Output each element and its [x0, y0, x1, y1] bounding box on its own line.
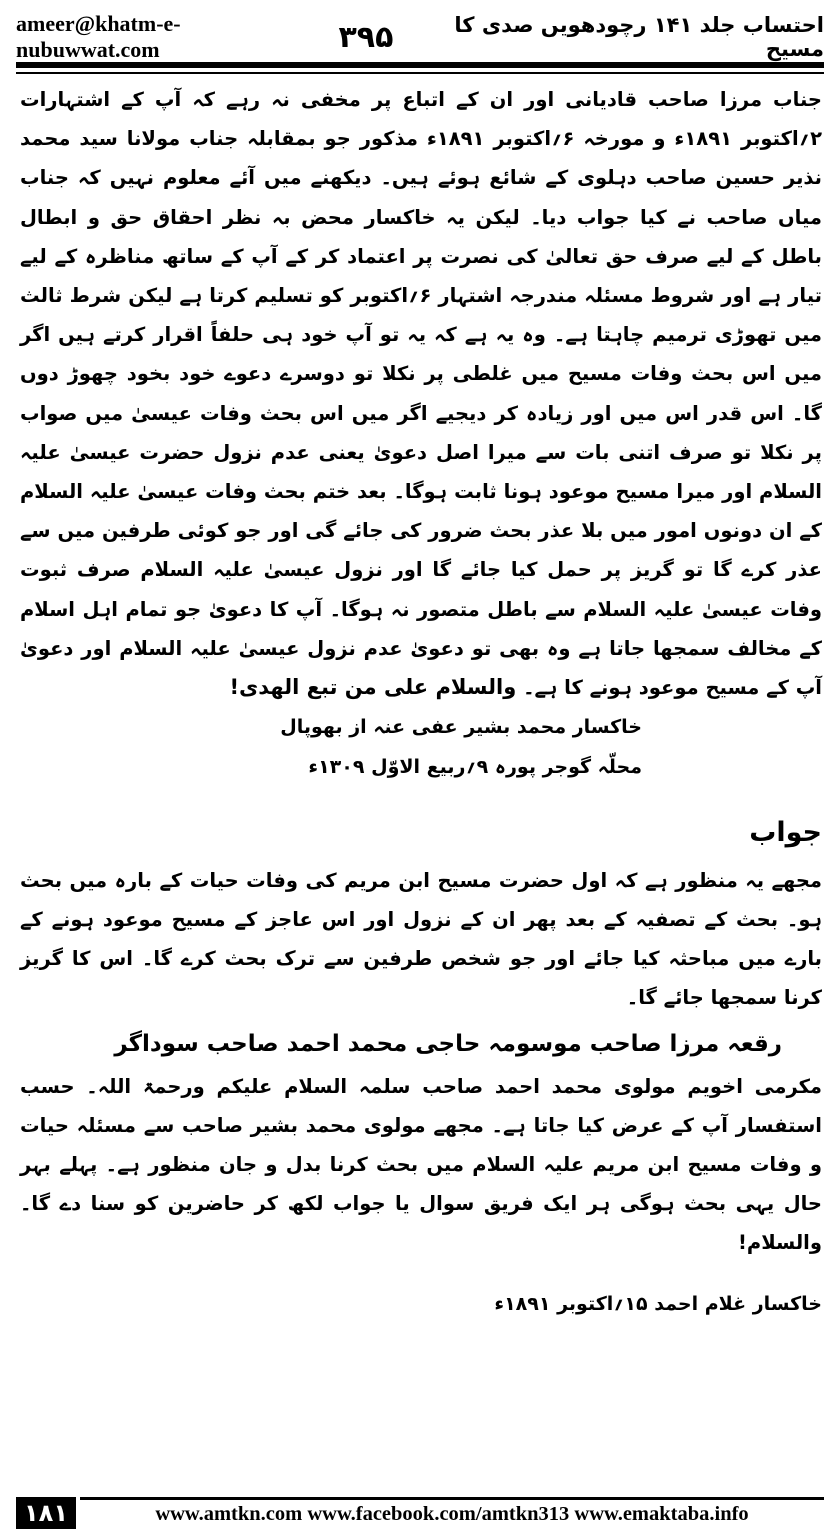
page-footer — [16, 1497, 824, 1529]
page-header — [16, 11, 824, 62]
header-book-title: احتساب جلد ۱۴۱ رچودھویں صدی کا مسیح — [454, 13, 824, 61]
header-page-number: ۳۹۵ — [338, 19, 394, 55]
header-rule-thin — [16, 72, 824, 74]
letter-heading: رقعہ مرزا صاحب موسومہ حاجی محمد احمد صاحب سوداگر — [114, 1031, 782, 1058]
header-rule-thick — [16, 62, 824, 68]
signature-1-line-2: محلّہ گوجر پورہ ۹؍ربیع الاوّل ۱۳۰۹ء — [308, 756, 642, 779]
header-left — [16, 11, 393, 63]
footer-page-number: ۱۸۱ — [16, 1497, 76, 1529]
answer-heading: جواب — [749, 817, 822, 849]
signature-1-line-1: خاکسار محمد بشیر عفی عنہ از بھوپال — [280, 716, 642, 739]
answer-text: مجھے یہ منظور ہے کہ اول حضرت مسیح ابن مریم کی وفات حیات کے بارہ میں بحث ہو۔ بحث کے تصفیہ کے بعد پھر ان کے نزول اور اس عاجز کے مسیح موعود ہونے کے بارے میں مباحثہ کیا جائے اور جو شخص طرفین سے ترک بحث کرے گا۔ اس کا گریز کرنا سمجھا جائے گا۔ — [20, 869, 822, 1010]
page-body — [20, 80, 822, 1324]
footer-rule — [80, 1497, 824, 1500]
signature-2: خاکسار غلام احمد ۱۵؍اکتوبر ۱۸۹۱ء — [494, 1293, 822, 1316]
header-email: ameer@khatm-e-nubuwwat.com — [16, 11, 181, 62]
paragraph-1-text: جناب مرزا صاحب قادیانی اور ان کے اتباع پر مخفی نہ رہے کہ آپ کے اشتہارات ۲؍اکتوبر ۱۸۹۱ء و مورخہ ۶؍اکتوبر ۱۸۹۱ء مذکور جو بمقابلہ جناب مولانا سید محمد نذیر حسین صاحب دہلوی کے شائع ہوئے ہیں۔ دیکھنے میں آئے معلوم نہیں کہ جناب میاں صاحب نے کیا جواب دیا۔ لیکن یہ خاکسار محض بہ نظر احقاق حق و ابطال باطل کے لیے صرف حق تعالیٰ کی نصرت پر اعتماد کر کے آپ کے ساتھ مناظرہ کے لیے تیار ہے اور شروط مسئلہ مندرجہ اشتہار ۶؍اکتوبر کو تسلیم کرتا ہے لیکن شرط ثالث میں تھوڑی ترمیم چاہتا ہے۔ وہ یہ ہے کہ یہ تو آپ خود ہی حلفاً اقرار کرتے ہیں اگر میں اس بحث وفات مسیح میں غلطی پر نکلا تو دوسرے دعوے خود بخود چھوڑ دوں گا۔ اس قدر اس میں اور زیادہ کر دیجیے اگر میں اس بحث وفات عیسیٰ میں صواب پر نکلا تو صرف اتنی بات سے میرا اصل دعویٰ یعنی عدم نزول حضرت عیسیٰ علیہ السلام اور میرا مسیح موعود ہونا ثابت ہوگا۔ بعد ختم بحث وفات عیسیٰ علیہ السلام کے ان دونوں امور میں بلا عذر بحث ضرور کی جائے گی اور جو کوئی طرفین میں سے عذر کرے گا تو گریز پر حمل کیا جائے گا اور نزول عیسیٰ علیہ السلام صرف ثبوت وفات عیسیٰ علیہ السلام سے باطل متصور نہ ہوگا۔ آپ کا دعویٰ جو تمام اہل اسلام کے مخالف سمجھا جاتا ہے وہ بھی تو دعویٰ عدم نزول عیسیٰ علیہ السلام اور دعویٰ آپ کے مسیح موعود ہونے کا ہے۔ — [20, 88, 822, 700]
arabic-salutation: والسلام علی من تبع الهدی! — [229, 675, 517, 700]
footer-urls: www.amtkn.com www.facebook.com/amtkn313 www.emaktaba.info — [155, 1503, 749, 1525]
letter-text: مکرمی اخویم مولوی محمد احمد صاحب سلمہ السلام علیکم ورحمۃ اللہ۔ حسب استفسار آپ کے عرض کیا جاتا ہے۔ مجھے مولوی محمد بشیر صاحب سے مسئلہ حیات و وفات مسیح ابن مریم علیہ السلام میں بحث کرنا بدل و جان منظور ہے۔ پہلے بہر حال یہی بحث ہوگی ہر ایک فریق سوال یا جواب لکھ کر حاضرین کو سنا دے گا۔ والسلام! — [20, 1075, 822, 1255]
paragraph-1 — [20, 80, 822, 707]
footer-right — [76, 1497, 824, 1529]
